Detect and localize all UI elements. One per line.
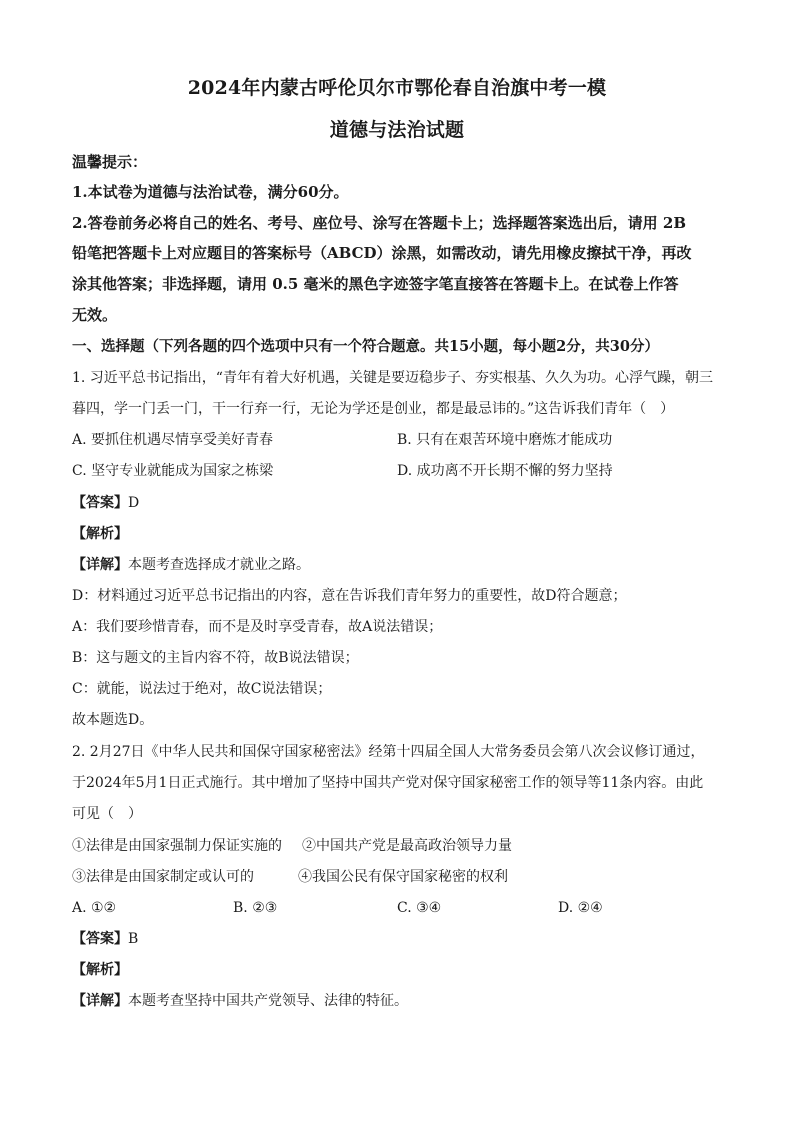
q1-detail [72,555,732,575]
q1-detail-text: 本题考查选择成才就业之路。 [128,557,310,573]
notice-item-2-line-3: 涂其他答案；非选择题，请用 0.5 毫米的黑色字迹签字笔直接答在答题卡上。在试卷上作答 [72,275,679,293]
q1-explanation-b: B：这与题文的主旨内容不符，故B说法错误； [72,650,359,666]
exam-subtitle: 道德与法治试题 [329,119,465,141]
q2-statement-2: ②中国共产党是最高政治领导力量 [302,838,512,854]
q2-answer [72,929,732,949]
q2-option-d: D. ②④ [558,900,603,916]
q2-answer-value: B [128,931,139,947]
q1-stem-line-1: 1. 习近平总书记指出，“青年有着大好机遇，关键是要迈稳步子、夯实根基、久久为功。心浮气躁，朝三 [72,370,713,386]
q1-option-b: B. 只有在艰苦环境中磨炼才能成功 [397,432,613,448]
q2-detail [72,991,732,1011]
q2-detail-tag: 【详解】 [72,993,128,1009]
section-1-heading: 一、选择题（下列各题的四个选项中只有一个符合题意。共15小题，每小题2分，共30分） [72,338,659,355]
q1-explanation-c: C：就能，说法过于绝对，故C说法错误； [72,681,332,697]
q2-stem-line-2: 于2024年5月1日正式施行。其中增加了坚持中国共产党对保守国家秘密工作的领导等11条内容。由此 [72,775,704,791]
q2-stem-line-3: 可见（ ） [72,806,142,822]
q1-answer-value: D [128,495,140,511]
q2-stem-line-1: 2. 2月27日《中华人民共和国保守国家秘密法》经第十四届全国人大常务委员会第八次会议修订通过， [72,744,705,760]
notice-item-2-line-4: 无效。 [72,306,118,324]
notice-item-1: 1.本试卷为道德与法治试卷，满分60分。 [72,183,349,201]
q2-answer-tag: 【答案】 [72,931,128,947]
q1-analysis-label: 【解析】 [72,526,128,542]
q1-explanation-d: D：材料通过习近平总书记指出的内容，意在告诉我们青年努力的重要性，故D符合题意； [72,588,627,604]
q1-analysis-tag [72,524,732,544]
q1-answer [72,493,732,513]
q1-explanation-a: A：我们要珍惜青春，而不是及时享受青春，故A说法错误； [72,619,443,635]
notice-heading: 温馨提示： [72,153,148,171]
q2-detail-text: 本题考查坚持中国共产党领导、法律的特征。 [128,993,408,1009]
q1-answer-tag: 【答案】 [72,495,128,511]
q1-option-a: A. 要抓住机遇尽情享受美好青春 [72,432,274,448]
q1-detail-tag: 【详解】 [72,557,128,573]
q1-stem-line-2: 暮四，学一门丢一门，干一行弃一行，无论为学还是创业，都是最忌讳的。”这告诉我们青年（ ） [72,401,675,417]
notice-item-2-line-2: 铅笔把答题卡上对应题目的答案标号（ABCD）涂黑，如需改动，请先用橡皮擦拭干净，再改 [72,244,692,262]
q2-analysis-tag [72,960,732,980]
q2-analysis-label: 【解析】 [72,962,128,978]
exam-title: 2024年内蒙古呼伦贝尔市鄂伦春自治旗中考一模 [187,77,607,99]
q2-statement-4: ④我国公民有保守国家秘密的权利 [298,869,508,885]
q2-statement-3: ③法律是由国家制定或认可的 [72,869,254,885]
q1-conclusion: 故本题选D。 [72,712,154,728]
q2-statement-1: ①法律是由国家强制力保证实施的 [72,838,282,854]
q1-option-c: C. 坚守专业就能成为国家之栋梁 [72,463,274,479]
q2-option-a: A. ①② [72,900,117,916]
q1-option-d: D. 成功离不开长期不懈的努力坚持 [397,463,613,479]
notice-item-2-line-1: 2.答卷前务必将自己的姓名、考号、座位号、涂写在答题卡上；选择题答案选出后，请用 2B [72,214,687,232]
q2-option-c: C. ③④ [397,900,442,916]
q2-option-b: B. ②③ [233,900,278,916]
